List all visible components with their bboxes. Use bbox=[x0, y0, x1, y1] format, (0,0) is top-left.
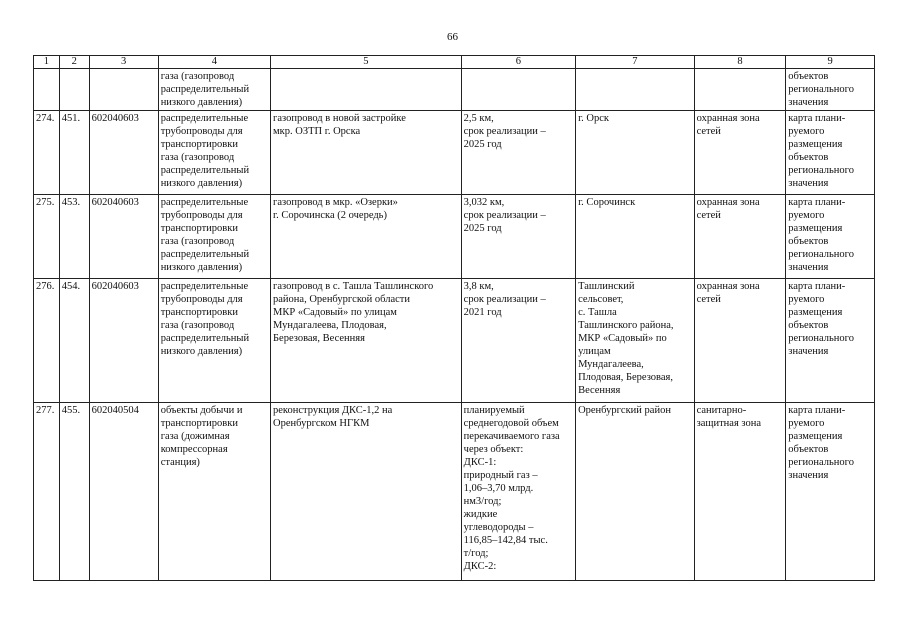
object-characteristics: 2,5 км, срок реализации – 2025 год bbox=[461, 111, 575, 195]
object-name: газопровод в новой застройке мкр. ОЗТП г. Орска bbox=[271, 111, 462, 195]
map-reference: карта плани- руемого размещения объектов регионального значения bbox=[786, 403, 875, 581]
source-number bbox=[59, 69, 89, 111]
object-name: газопровод в мкр. «Озерки» г. Сорочинска (2 очередь) bbox=[271, 195, 462, 279]
object-location: г. Орск bbox=[576, 111, 695, 195]
column-header: 5 bbox=[271, 56, 462, 69]
object-name: газопровод в с. Ташла Ташлинского района, Оренбургской области МКР «Садовый» по улицам Мундагалеева, Плодовая, Березовая, Весенняя bbox=[271, 279, 462, 403]
object-location: г. Сорочинск bbox=[576, 195, 695, 279]
object-code: 602040603 bbox=[89, 279, 158, 403]
column-header: 1 bbox=[34, 56, 60, 69]
source-number: 453. bbox=[59, 195, 89, 279]
zone-type bbox=[694, 69, 786, 111]
column-header: 2 bbox=[59, 56, 89, 69]
column-header: 3 bbox=[89, 56, 158, 69]
table-row bbox=[34, 195, 875, 279]
map-reference: карта плани- руемого размещения объектов регионального значения bbox=[786, 279, 875, 403]
row-number: 274. bbox=[34, 111, 60, 195]
row-number bbox=[34, 69, 60, 111]
object-location: Оренбургский район bbox=[576, 403, 695, 581]
row-number: 276. bbox=[34, 279, 60, 403]
map-reference: карта плани- руемого размещения объектов регионального значения bbox=[786, 111, 875, 195]
object-code: 602040504 bbox=[89, 403, 158, 581]
object-type: распределительные трубопроводы для транспортировки газа (газопровод распределительный низкого давления) bbox=[158, 279, 270, 403]
column-header: 7 bbox=[576, 56, 695, 69]
object-code bbox=[89, 69, 158, 111]
object-characteristics: 3,8 км, срок реализации – 2021 год bbox=[461, 279, 575, 403]
object-location bbox=[576, 69, 695, 111]
zone-type: санитарно- защитная зона bbox=[694, 403, 786, 581]
map-reference: объектов регионального значения bbox=[786, 69, 875, 111]
object-type: распределительные трубопроводы для транспортировки газа (газопровод распределительный низкого давления) bbox=[158, 111, 270, 195]
row-number: 277. bbox=[34, 403, 60, 581]
row-number: 275. bbox=[34, 195, 60, 279]
source-number: 451. bbox=[59, 111, 89, 195]
source-number: 454. bbox=[59, 279, 89, 403]
object-characteristics bbox=[461, 69, 575, 111]
object-name bbox=[271, 69, 462, 111]
object-type: распределительные трубопроводы для транспортировки газа (газопровод распределительный низкого давления) bbox=[158, 195, 270, 279]
zone-type: охранная зона сетей bbox=[694, 279, 786, 403]
column-header: 4 bbox=[158, 56, 270, 69]
zone-type: охранная зона сетей bbox=[694, 195, 786, 279]
table-row bbox=[34, 403, 875, 581]
header-row bbox=[34, 56, 875, 69]
object-name: реконструкция ДКС-1,2 на Оренбургском НГКМ bbox=[271, 403, 462, 581]
column-header: 9 bbox=[786, 56, 875, 69]
object-type: газа (газопровод распределительный низкого давления) bbox=[158, 69, 270, 111]
map-reference: карта плани- руемого размещения объектов регионального значения bbox=[786, 195, 875, 279]
object-characteristics: 3,032 км, срок реализации – 2025 год bbox=[461, 195, 575, 279]
source-number: 455. bbox=[59, 403, 89, 581]
table-row bbox=[34, 111, 875, 195]
table-row bbox=[34, 279, 875, 403]
registry-table bbox=[33, 55, 875, 581]
object-location: Ташлинский сельсовет, с. Ташла Ташлинского района, МКР «Садовый» по улицам Мундагалеева, Плодовая, Березовая, Весенняя bbox=[576, 279, 695, 403]
column-header: 8 bbox=[694, 56, 786, 69]
page-number: 66 bbox=[447, 31, 458, 43]
object-characteristics: планируемый среднегодовой объем перекачиваемого газа через объект: ДКС-1: природный газ – 1,06–3,70 млрд. нм3/год; жидкие углеводороды – 116,85–142,84 тыс. т/год; ДКС-2: bbox=[461, 403, 575, 581]
table-row bbox=[34, 69, 875, 111]
column-header: 6 bbox=[461, 56, 575, 69]
zone-type: охранная зона сетей bbox=[694, 111, 786, 195]
object-type: объекты добычи и транспортировки газа (дожимная компрессорная станция) bbox=[158, 403, 270, 581]
object-code: 602040603 bbox=[89, 111, 158, 195]
object-code: 602040603 bbox=[89, 195, 158, 279]
